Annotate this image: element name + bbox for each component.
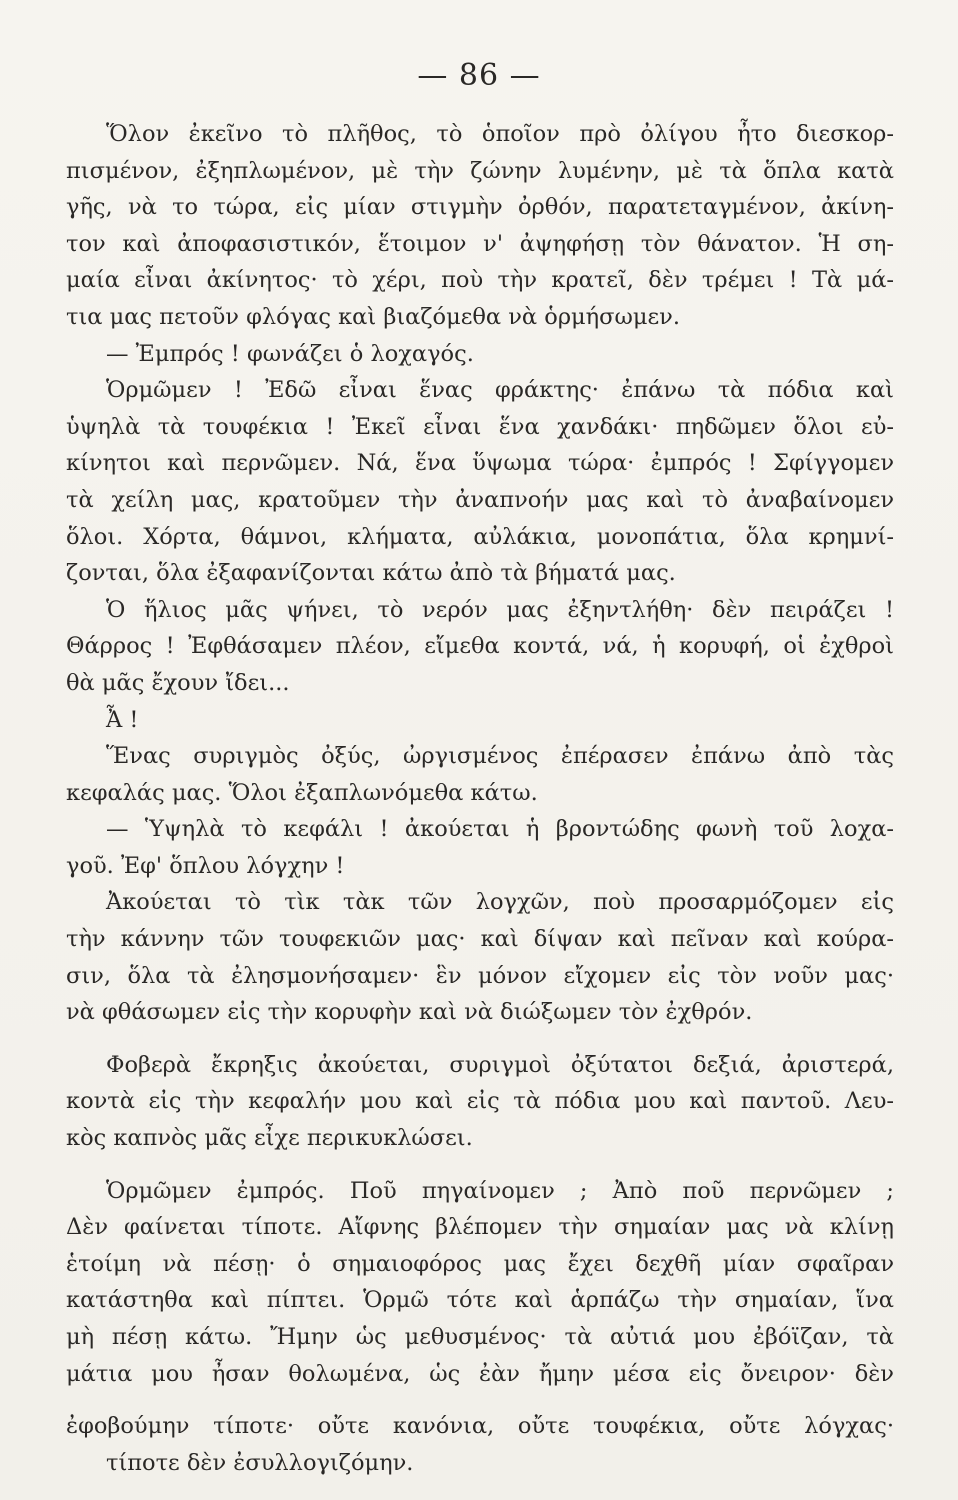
body-text: [66, 116, 894, 1481]
paragraph-gap: [66, 1031, 894, 1047]
text-line: νὰ φθάσωμεν εἰς τὴν κορυφὴν καὶ νὰ διώξωμεν τὸν ἐχθρόν.: [66, 999, 753, 1026]
text-line: ζονται, ὅλα ἐξαφανίζονται κάτω ἀπὸ τὰ βήματά μας.: [66, 560, 676, 587]
text-line: τὰ χείλη μας, κρατοῦμεν τὴν ἀναπνοήν μας καὶ τὸ ἀναβαίνομεν: [66, 486, 894, 513]
text-line: ὅλοι. Χόρτα, θάμνοι, κλήματα, αὐλάκια, μονοπάτια, ὅλα κρημνί-: [66, 523, 894, 550]
text-line: πισμένον, ἐξηπλωμένον, μὲ τὴν ζώνην λυμένην, μὲ τὰ ὅπλα κατὰ: [66, 157, 894, 184]
text-line: Δὲν φαίνεται τίποτε. Αἴφνης βλέπομεν τὴν σημαίαν μας νὰ κλίνῃ: [66, 1214, 894, 1241]
text-line: γοῦ. Ἐφ' ὅπλου λόγχην !: [66, 852, 345, 879]
text-line: Ὅλον ἐκεῖνο τὸ πλῆθος, τὸ ὁποῖον πρὸ ὀλίγου ἦτο διεσκορ-: [106, 121, 894, 147]
text-line: κατάστηθα καὶ πίπτει. Ὁρμῶ τότε καὶ ἁρπάζω τὴν σημαίαν, ἵνα: [66, 1287, 894, 1314]
paragraph-gap: [66, 1157, 894, 1173]
text-line: γῆς, νὰ το τώρα, εἰς μίαν στιγμὴν ὀρθόν, παρατεταγμένον, ἀκίνη-: [66, 194, 894, 221]
text-line: σιν, ὅλα τὰ ἐλησμονήσαμεν· ἓν μόνον εἴχομεν εἰς τὸν νοῦν μας·: [66, 962, 894, 989]
text-line: ἑτοίμη νὰ πέσῃ· ὁ σημαιοφόρος μας ἔχει δεχθῆ μίαν σφαῖραν: [66, 1250, 894, 1277]
text-line: τια μας πετοῦν φλόγας καὶ βιαζόμεθα νὰ ὁρμήσωμεν.: [66, 303, 680, 330]
text-line: — Ἐμπρός ! φωνάζει ὁ λοχαγός.: [106, 340, 474, 367]
text-line: Ὁρμῶμεν ! Ἐδῶ εἶναι ἕνας φράκτης· ἐπάνω τὰ πόδια καὶ: [106, 377, 894, 404]
text-line: κὸς καπνὸς μᾶς εἶχε περικυκλώσει.: [66, 1125, 473, 1152]
text-line: θὰ μᾶς ἔχουν ἴδει...: [66, 669, 290, 696]
text-line: ὑψηλὰ τὰ τουφέκια ! Ἐκεῖ εἶναι ἕνα χανδάκι· πηδῶμεν ὅλοι εὐ-: [66, 413, 894, 440]
text-line: Ὁ ἥλιος μᾶς ψήνει, τὸ νερόν μας ἐξηντλήθη· δὲν πειράζει !: [106, 596, 894, 623]
text-line: τὴν κάννην τῶν τουφεκιῶν μας· καὶ δίψαν καὶ πεῖναν καὶ κούρα-: [66, 926, 894, 953]
text-line: κίνητοι καὶ περνῶμεν. Νά, ἕνα ὕψωμα τώρα· ἐμπρός ! Σφίγγομεν: [66, 450, 894, 477]
text-line: κοντὰ εἰς τὴν κεφαλήν μου καὶ εἰς τὰ πόδια μου καὶ παντοῦ. Λευ-: [66, 1088, 894, 1115]
text-line: Φοβερὰ ἔκρηξις ἀκούεται, συριγμοὶ ὀξύτατοι δεξιά, ἀριστερά,: [106, 1051, 894, 1078]
text-line: μὴ πέσῃ κάτω. Ἤμην ὡς μεθυσμένος· τὰ αὐτιά μου ἐβόϊζαν, τὰ: [66, 1324, 894, 1350]
text-line: μάτια μου ἦσαν θολωμένα, ὡς ἐὰν ἤμην μέσα εἰς ὄνειρον· δὲν: [66, 1360, 894, 1387]
text-line: ἐφοβούμην τίποτε· οὔτε κανόνια, οὔτε τουφέκια, οὔτε λόγχας·: [66, 1413, 894, 1440]
page-number: — 86 —: [417, 58, 541, 93]
text-line: Θάρρος ! Ἐφθάσαμεν πλέον, εἴμεθα κοντά, νά, ἡ κορυφή, οἱ ἐχθροὶ: [66, 633, 894, 660]
text-line: τον καὶ ἀποφασιστικόν, ἕτοιμον ν' ἀψηφήσῃ τὸν θάνατον. Ἡ ση-: [66, 230, 894, 257]
text-line: Ὁρμῶμεν ἐμπρός. Ποῦ πηγαίνομεν ; Ἀπὸ ποῦ περνῶμεν ;: [106, 1177, 894, 1204]
paragraph-gap: [66, 1392, 894, 1408]
text-line: μαία εἶναι ἀκίνητος· τὸ χέρι, ποὺ τὴν κρατεῖ, δὲν τρέμει ! Τὰ μά-: [66, 267, 894, 294]
text-line: κεφαλάς μας. Ὅλοι ἐξαπλωνόμεθα κάτω.: [66, 779, 538, 806]
text-line: Ἆ !: [106, 706, 139, 733]
text-line: — Ὑψηλὰ τὸ κεφάλι ! ἀκούεται ἡ βροντώδης φωνὴ τοῦ λοχα-: [106, 816, 894, 843]
text-line: Ἀκούεται τὸ τὶκ τὰκ τῶν λογχῶν, ποὺ προσαρμόζομεν εἰς: [106, 889, 894, 916]
text-line: τίποτε δὲν ἐσυλλογιζόμην.: [106, 1449, 414, 1476]
text-line: Ἕνας συριγμὸς ὀξύς, ὠργισμένος ἐπέρασεν ἐπάνω ἀπὸ τὰς: [106, 743, 894, 770]
